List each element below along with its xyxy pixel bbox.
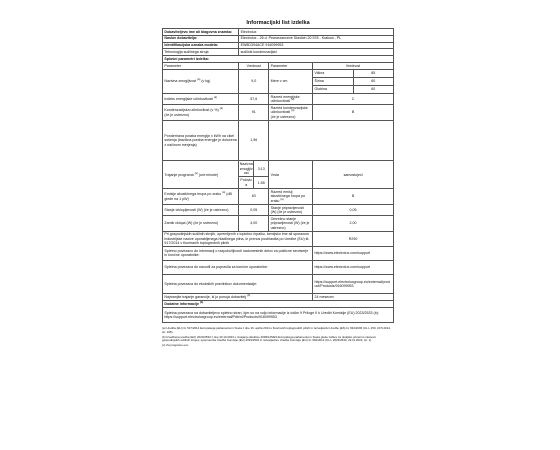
warranty-value: 24 mesecev [313,294,394,301]
off-label: Stanje izklopljenosti (W) (če je ustrezno) [163,204,239,215]
eei-class-label-text: Razred energijske učinkovitosti [270,94,300,104]
info-label: Spletno povezavo do informacij o razpoložljivosti nadomestnih delov za poklicne serviserje in končne uporabnike: [163,247,313,260]
footnotes [162,327,394,347]
model-label: Identifikacijska oznaka modela: [163,42,239,49]
cond-eff-sup: (a) [219,106,223,110]
repair-row [163,260,394,274]
noise-row [163,189,394,205]
spare-parts-row [163,247,394,260]
additional-header-text: Dodatne informacije [164,301,199,306]
duration-label-text: Trajanje programa [164,172,194,177]
service-label: Spletna povezava do navodil za popravila za končne uporabnike: [163,260,313,274]
networked-label: Omrežno stanje pripravljenosti (W) (če je ustrezno) [269,216,313,232]
delay-label: Zamik vklopa (W) (če je ustrezno) [163,216,239,232]
capacity-label-text: Nazivna zmogljivost [164,79,197,84]
supplier-value: Electrolux [239,29,394,36]
additional-info-header-row [163,301,394,308]
product-information-sheet [162,18,394,349]
standby-value: 0,05 [313,204,394,215]
address-row [163,35,394,42]
eei-class-label [269,94,313,105]
cond-eff-sub: (če je ustrezno) [164,112,190,117]
warranty-label-text: Najmanjše trajanje garancije, ki jo ponuja dobavitelj [164,295,247,300]
footnote: (b) Izvedbena uredba (EU) 2023/2533 z dne 20.10.2023 o izvajanju direktive 2009/125/ES Evropskega parlamenta in Sveta glede zahtev za okoljsko primerno zasnovo gospodinjskih sušilnih strojev, sprememba Uredbe Komisije (EU) 2023/2534 in razveljavitev Uredbe Komisije (EU) št. 932/2012 (UL L 2023/2533, 22.11.2023, str. 1). [162,334,377,343]
eco-link-row [163,274,394,293]
technology-label: Tehnologija sušilnega stroja [163,49,239,56]
dimensions-table [313,70,393,92]
additional-sup: (b) [199,300,204,304]
column-header-parameter: Parameter [163,62,239,69]
duration-half-label: Polovica [240,178,253,187]
standby-label: Stanje pripravljenosti (W) (če je ustrezno) [269,204,313,215]
cond-eff-label-text: Kondenzacijska učinkovitost (v %) [164,108,219,113]
cond-eff-label [163,105,239,121]
duration-unit: (ure:minute) [198,172,219,177]
additional-info-text: Spletna povezava na dobaviteljevo spletno stran, kjer so na voljo informacije iz točke 9 Priloge II k Uredbi Komisije (EU) 2023/2533 (b): https://support.electroluxgroup.eu/external/Pdb/nl/Products/916099953 [163,307,394,322]
product-info-table [162,28,394,323]
service-link[interactable]: https://www.electrolux.com/support [313,260,394,274]
dimensions-values [313,69,394,93]
address-label: Naslov dobavitelja: [163,35,239,42]
dim-height-value: 85 [353,70,393,77]
technology-row [163,49,394,56]
additional-info-header [163,301,394,308]
power-off-row [163,204,394,215]
duration-values [239,161,269,189]
networked-value: 2,00 [313,216,394,232]
energy-empty-cell [269,120,394,160]
cond-class-sub: (če je ustrezno) [270,114,296,119]
address-value: Electrolux - 26 d. Pewcezanceve Skedich 20 578 - Krakow - PL [239,35,394,42]
off-value: 0,05 [239,204,269,215]
additional-info-row [163,307,394,322]
noise-sup: (a) [222,190,226,194]
dimensions-label: Mere v cm [269,69,313,93]
capacity-row [163,69,394,93]
cond-class-label-text: Razred kondenzacijske učinkovitosti [270,105,308,115]
noise-label [163,189,239,205]
supplier-row [163,29,394,36]
warranty-row [163,294,394,301]
dim-depth-value: 60 [353,85,393,92]
cond-class-sup: (a) [291,109,295,113]
dim-depth-label: Globina [313,85,353,92]
condensation-row [163,105,394,121]
eco-link[interactable]: https://support.electroluxgroup.eu/external/product/Products/916099953 [313,274,394,293]
column-header-row [163,62,394,69]
cond-eff-value: 91 [239,105,269,121]
duration-row [163,161,394,189]
capacity-value: 9,0 [239,69,269,93]
warranty-label [163,294,313,301]
refrigerant-row [163,231,394,247]
delay-value: 4,00 [239,216,269,232]
technology-value: sušilnik kondenzacijski [239,49,394,56]
dim-height-label: Višina [314,71,325,76]
duration-full-label: Nazivna zmogljivost [239,162,253,176]
household-label: Pri gospodinjskih sušilnih strojih, opremljenih z toplotno črpalko, kemijsko ime ali sporazum industrijske nazive uporabljenega hladilnega plina, in prenos pooblastila po Uredbe (EU) št. 517/2014 v fluoriranih toplogrednih plinih [163,231,313,247]
capacity-label [163,69,239,93]
supplier-label: Dobaviteljevo ime ali blagovna znamka: [163,29,239,36]
eei-value: 57,6 [239,94,269,105]
column-header-value-2: Vrednost [313,62,394,69]
model-value: EW8D394ACE 916099953 [239,42,394,49]
warranty-sup: (b) [247,293,251,297]
column-header-value: Vrednost [239,62,269,69]
noise-class-label-text: Razred emisij akustičnega hrupa po zraku [270,189,305,203]
duration-label [163,161,239,189]
dim-width-value: 60 [353,77,393,85]
duration-sup: (a) [194,171,198,175]
eei-class-value: C [313,94,394,105]
household-value: R290 [313,231,394,247]
model-row [163,42,394,49]
duration-table [239,161,268,188]
eei-label-text: Indeks energijske učinkovitosti [164,96,213,101]
dim-width-label: Širina [313,77,353,85]
link-label: Spletna povezava do ekoloških pravilnikov dokumentacije: [163,274,313,293]
duration-full-value: 3:13 [254,161,269,177]
eei-sup: (a) [213,95,218,99]
info-link[interactable]: https://www.electrolux.com/support [313,247,394,260]
cond-class-value: B [313,105,394,121]
noise-class-label [269,189,313,205]
energy-label: Ponderirana poraba energije v kWh na cikel sušenja (bazična poraba energije je določena z načinom merjenja) [163,120,239,160]
noise-value: 63 [239,189,269,205]
eei-row [163,94,394,105]
capacity-sup: (a) [197,77,201,81]
noise-class-value: B [313,189,394,205]
eei-class-sup: (a) [291,97,295,101]
delay-row [163,216,394,232]
footnote: (c) Za programe eco. [162,343,189,348]
column-header-parameter-2: Parameter [269,62,313,69]
sheet-title: Informacijski list izdelka [246,20,310,26]
cond-class-label [269,105,313,121]
footnote: (a) Uredba (EU) št. 517/2014 Evropskega parlamenta in Sveta z dne 16. aprila 2014 o fluoriranih toplogrednih plinih in razveljavitvi Uredbe (ES) št. 842/2006 (UL L 150, 20.5.2014, str. 195). [162,326,391,334]
energy-row [163,120,394,160]
noise-unit: (dB glede na 1 pW) [164,192,232,201]
noise-label-text: Emisije akustičnega hrupa po zraku [164,192,222,197]
capacity-unit: (v kg) [201,79,211,84]
eei-label [163,94,239,105]
energy-value: 1,96 [239,120,269,160]
type-label: Vrsta [269,161,313,189]
general-parameters-header [163,56,394,63]
type-value: samostojeći [313,161,394,189]
general-parameters-title: Splošni parametri izdelka: [163,56,394,63]
noise-class-sup: (a) [280,197,284,201]
duration-half-value: 1:55 [254,177,269,188]
